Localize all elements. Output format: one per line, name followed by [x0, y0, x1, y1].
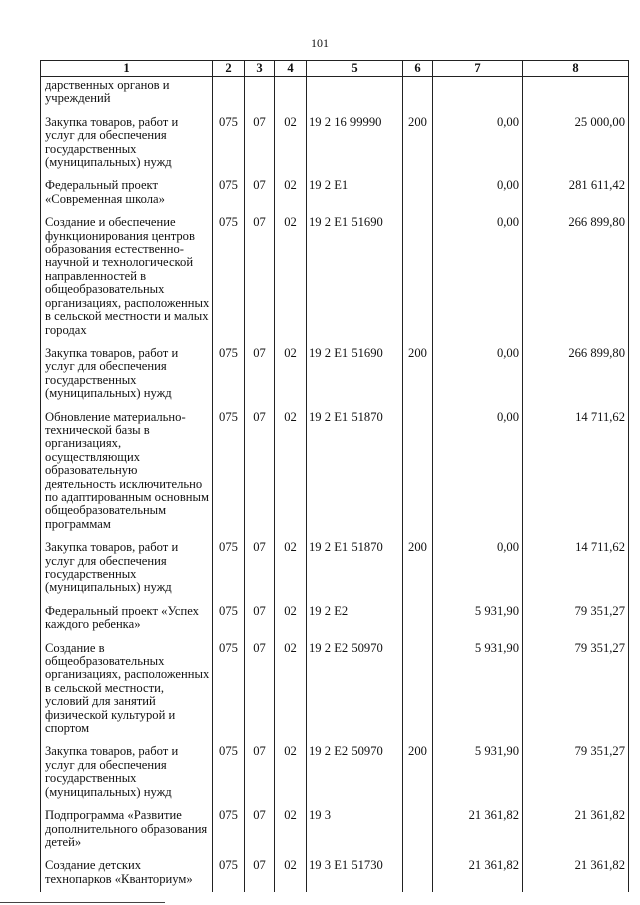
column-header: 2 [213, 61, 245, 77]
table-row [41, 175, 629, 212]
cell-subsection: 02 [275, 343, 307, 407]
cell-amount-2: 14 711,62 [523, 537, 629, 601]
page-number: 101 [311, 36, 329, 50]
column-header: 3 [245, 61, 275, 77]
cell-expense-type [403, 805, 433, 855]
cell-expense-type [403, 601, 433, 638]
cell-subsection: 02 [275, 112, 307, 176]
cell-amount-1: 21 361,82 [433, 805, 523, 855]
cell-subsection: 02 [275, 855, 307, 892]
cell-expense-type [403, 407, 433, 538]
table-row [41, 601, 629, 638]
cell-admin-code: 075 [213, 741, 245, 805]
cell-admin-code: 075 [213, 638, 245, 742]
cell-target-article: 19 2 E1 51690 [307, 212, 403, 343]
cell-name: Создание и обеспечение функционирования центров образования естественно-научной и технологической направленностей в общеобразовательных организациях, расположенных в сельской местности и малых городах [41, 212, 213, 343]
cell-section: 07 [245, 805, 275, 855]
cell-section: 07 [245, 112, 275, 176]
cell-admin-code [213, 77, 245, 112]
cell-amount-2: 79 351,27 [523, 741, 629, 805]
cell-subsection: 02 [275, 175, 307, 212]
cell-amount-1: 21 361,82 [433, 855, 523, 892]
table-row [41, 855, 629, 892]
column-header: 5 [307, 61, 403, 77]
cell-expense-type [403, 175, 433, 212]
cell-subsection: 02 [275, 601, 307, 638]
cell-expense-type [403, 855, 433, 892]
cell-subsection: 02 [275, 212, 307, 343]
cell-name: Закупка товаров, работ и услуг для обеспечения государственных (муниципальных) нужд [41, 537, 213, 601]
cell-target-article: 19 2 16 99990 [307, 112, 403, 176]
cell-section: 07 [245, 855, 275, 892]
cell-name: Создание детских технопарков «Кванториум» [41, 855, 213, 892]
cell-amount-1: 0,00 [433, 537, 523, 601]
cell-name: Создание в общеобразовательных организациях, расположенных в сельской местности, условий для занятий физической культурой и спортом [41, 638, 213, 742]
cell-amount-1: 5 931,90 [433, 638, 523, 742]
column-header: 4 [275, 61, 307, 77]
table-row [41, 77, 629, 112]
cell-name: дарственных органов и учреждений [41, 77, 213, 112]
cell-section [245, 77, 275, 112]
cell-section: 07 [245, 537, 275, 601]
cell-admin-code: 075 [213, 537, 245, 601]
column-header: 1 [41, 61, 213, 77]
cell-target-article: 19 2 E1 51870 [307, 537, 403, 601]
cell-amount-2: 266 899,80 [523, 343, 629, 407]
cell-expense-type [403, 77, 433, 112]
table-row [41, 805, 629, 855]
cell-name: Закупка товаров, работ и услуг для обеспечения государственных (муниципальных) нужд [41, 343, 213, 407]
cell-target-article [307, 77, 403, 112]
cell-expense-type: 200 [403, 537, 433, 601]
cell-expense-type: 200 [403, 343, 433, 407]
cell-subsection: 02 [275, 537, 307, 601]
cell-name: Закупка товаров, работ и услуг для обеспечения государственных (муниципальных) нужд [41, 112, 213, 176]
cell-expense-type [403, 638, 433, 742]
cell-section: 07 [245, 212, 275, 343]
cell-amount-2: 21 361,82 [523, 855, 629, 892]
cell-subsection: 02 [275, 638, 307, 742]
cell-amount-1: 0,00 [433, 212, 523, 343]
cell-admin-code: 075 [213, 805, 245, 855]
cell-amount-1: 0,00 [433, 175, 523, 212]
cell-admin-code: 075 [213, 601, 245, 638]
cell-admin-code: 075 [213, 112, 245, 176]
cell-amount-1: 5 931,90 [433, 741, 523, 805]
cell-amount-2: 79 351,27 [523, 601, 629, 638]
footnote-rule [0, 902, 165, 903]
cell-section: 07 [245, 638, 275, 742]
cell-amount-2: 14 711,62 [523, 407, 629, 538]
table-row [41, 112, 629, 176]
cell-name: Подпрограмма «Развитие дополнительного образования детей» [41, 805, 213, 855]
cell-amount-2: 25 000,00 [523, 112, 629, 176]
cell-amount-1: 0,00 [433, 407, 523, 538]
cell-target-article: 19 2 E1 51690 [307, 343, 403, 407]
cell-amount-2: 79 351,27 [523, 638, 629, 742]
cell-amount-2: 266 899,80 [523, 212, 629, 343]
cell-admin-code: 075 [213, 343, 245, 407]
header-row [41, 61, 629, 77]
cell-subsection: 02 [275, 805, 307, 855]
cell-amount-2: 281 611,42 [523, 175, 629, 212]
cell-section: 07 [245, 741, 275, 805]
table-row [41, 343, 629, 407]
cell-amount-2: 21 361,82 [523, 805, 629, 855]
cell-section: 07 [245, 175, 275, 212]
cell-admin-code: 075 [213, 855, 245, 892]
column-header: 7 [433, 61, 523, 77]
table-row [41, 537, 629, 601]
cell-name: Федеральный проект «Успех каждого ребенка» [41, 601, 213, 638]
cell-target-article: 19 2 E2 [307, 601, 403, 638]
column-header: 6 [403, 61, 433, 77]
cell-target-article: 19 2 E2 50970 [307, 741, 403, 805]
budget-table [40, 60, 629, 892]
cell-subsection: 02 [275, 741, 307, 805]
column-header: 8 [523, 61, 629, 77]
table-row [41, 741, 629, 805]
cell-target-article: 19 2 E1 51870 [307, 407, 403, 538]
table-row [41, 212, 629, 343]
table-row [41, 638, 629, 742]
cell-admin-code: 075 [213, 407, 245, 538]
cell-amount-1: 5 931,90 [433, 601, 523, 638]
cell-expense-type [403, 212, 433, 343]
cell-target-article: 19 3 [307, 805, 403, 855]
cell-amount-1: 0,00 [433, 112, 523, 176]
cell-section: 07 [245, 601, 275, 638]
cell-name: Закупка товаров, работ и услуг для обеспечения государственных (муниципальных) нужд [41, 741, 213, 805]
cell-admin-code: 075 [213, 212, 245, 343]
cell-amount-1: 0,00 [433, 343, 523, 407]
cell-target-article: 19 2 E1 [307, 175, 403, 212]
cell-amount-1 [433, 77, 523, 112]
cell-expense-type: 200 [403, 112, 433, 176]
cell-expense-type: 200 [403, 741, 433, 805]
cell-section: 07 [245, 343, 275, 407]
cell-subsection [275, 77, 307, 112]
cell-subsection: 02 [275, 407, 307, 538]
cell-amount-2 [523, 77, 629, 112]
table-row [41, 407, 629, 538]
cell-admin-code: 075 [213, 175, 245, 212]
cell-section: 07 [245, 407, 275, 538]
cell-target-article: 19 3 E1 51730 [307, 855, 403, 892]
cell-name: Федеральный проект «Современная школа» [41, 175, 213, 212]
cell-target-article: 19 2 E2 50970 [307, 638, 403, 742]
cell-name: Обновление материально-технической базы в организациях, осуществляющих образовательную деятельность исключительно по адаптированным основным общеобразовательным программам [41, 407, 213, 538]
